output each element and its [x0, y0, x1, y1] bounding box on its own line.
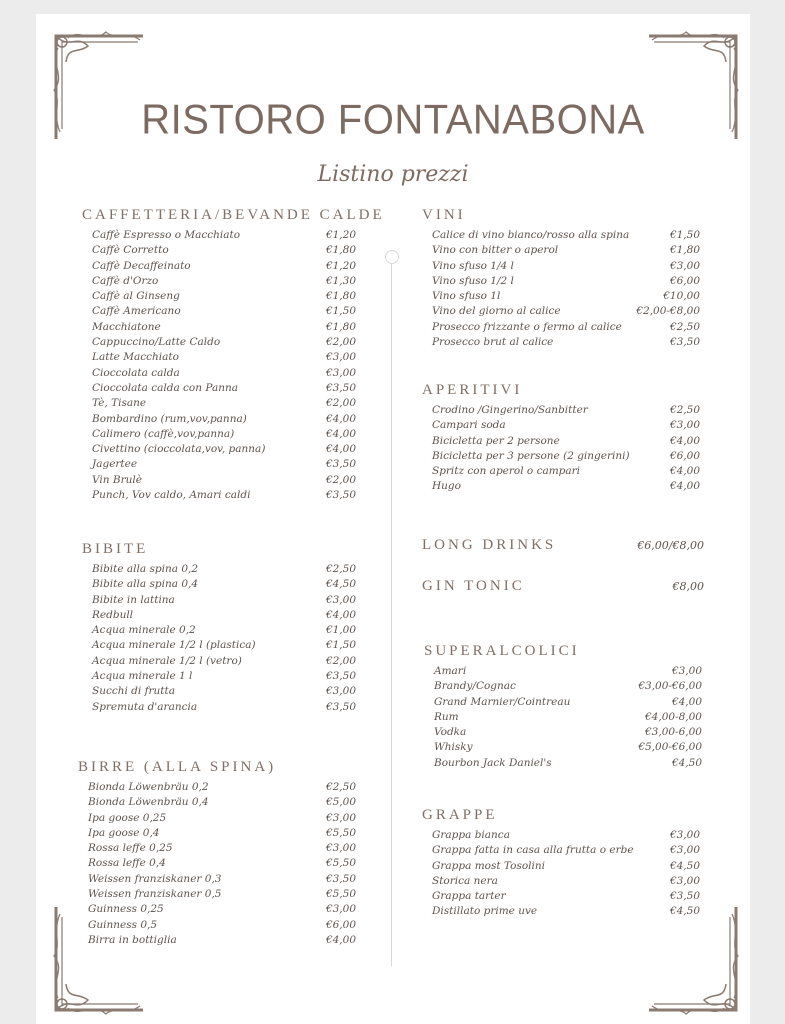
item-name: Calice di vino bianco/rosso alla spina [432, 229, 630, 241]
section-title: CAFFETTERIA/BEVANDE CALDE [82, 207, 385, 223]
item-price: €4,00 [325, 443, 356, 456]
item-name: Acqua minerale 1/2 l (vetro) [92, 654, 242, 667]
item-name: Acqua minerale 0,2 [92, 624, 196, 637]
menu-item [88, 795, 356, 810]
item-name: Grappa most Tosolini [432, 859, 545, 872]
item-price: €1,50 [325, 305, 356, 318]
item-name: Bicicletta per 3 persone (2 gingerini) [432, 449, 630, 462]
item-price: €5,50 [325, 826, 356, 839]
menu-item [88, 872, 356, 887]
item-price: €2,00 [325, 654, 356, 667]
item-price: €1,80 [325, 290, 356, 303]
item-price: €4,00-8,00 [645, 710, 702, 723]
item-name: Macchiatone [92, 320, 161, 333]
item-price: €3,50 [325, 489, 356, 502]
menu-item [88, 780, 356, 795]
menu-item [92, 488, 356, 503]
item-price: €5,50 [325, 857, 356, 870]
item-name: Rossa leffe 0,25 [88, 842, 173, 855]
item-price: €3,00 [325, 903, 356, 916]
column-divider [391, 254, 392, 966]
section-grappe [422, 806, 700, 920]
item-name: Civettino (cioccolata,vov, panna) [92, 443, 266, 456]
menu-item [92, 304, 356, 319]
item-price: €8,00 [672, 580, 704, 593]
item-name: Campari soda [432, 419, 506, 432]
item-list [424, 664, 702, 771]
menu-item [92, 320, 356, 335]
menu-item [88, 841, 356, 856]
item-name: Spremuta d'arancia [92, 700, 198, 713]
section-aperitivi [422, 381, 700, 495]
item-name: Bibite alla spina 0,4 [92, 578, 199, 591]
item-name: Caffè d'Orzo [92, 274, 159, 287]
item-name: Spritz con aperol o campari [432, 465, 581, 478]
menu-item [88, 887, 356, 902]
menu-sheet [36, 14, 750, 1024]
item-price: €4,00 [325, 608, 356, 621]
menu-item [88, 918, 356, 933]
item-name: Caffè Americano [92, 305, 181, 318]
item-price: €3,00 [669, 419, 700, 432]
section-title: GRAPPE [422, 807, 498, 823]
item-name: Rossa leffe 0,4 [88, 857, 166, 870]
section-title: APERITIVI [422, 382, 523, 398]
menu-item [92, 577, 356, 592]
menu-item [432, 259, 700, 274]
item-price: €4,50 [669, 905, 700, 918]
item-price: €3,50 [325, 458, 356, 471]
menu-item [92, 442, 356, 457]
item-price: €3,50 [325, 700, 356, 713]
item-price: €1,50 [669, 229, 700, 241]
item-name: Redbull [92, 608, 134, 621]
menu-item [432, 828, 700, 843]
item-name: Distillato prime uve [432, 905, 538, 918]
item-list [78, 780, 356, 948]
item-list [422, 828, 700, 920]
item-price: €5,50 [325, 888, 356, 901]
section-title: BIBITE [82, 541, 149, 557]
item-price: €4,50 [669, 859, 700, 872]
item-price: €10,00 [663, 290, 700, 303]
item-name: Bionda Löwenbräu 0,4 [88, 796, 209, 809]
item-price: €6,00/€8,00 [637, 539, 704, 552]
section-title: VINI [422, 207, 466, 223]
menu-item [434, 725, 702, 740]
item-price: €1,80 [325, 320, 356, 333]
section-gin-tonic [422, 577, 704, 595]
section-title: BIRRE (ALLA SPINA) [78, 759, 277, 775]
menu-item [88, 811, 356, 826]
menu-item [432, 889, 700, 904]
menu-item [432, 449, 700, 464]
menu-item [432, 904, 700, 919]
item-price: €3,50 [325, 872, 356, 885]
item-name: Vino sfuso 1l [432, 290, 501, 303]
item-name: Calimero (caffè,vov,panna) [92, 427, 235, 440]
item-name: Bibite alla spina 0,2 [92, 563, 199, 575]
item-name: Vino del giorno al calice [432, 305, 561, 318]
item-price: €4,00 [325, 427, 356, 440]
item-price: €4,00 [325, 412, 356, 425]
item-price: €4,00 [669, 465, 700, 478]
item-price: €4,00 [671, 695, 702, 708]
item-name: Vino sfuso 1/4 l [432, 259, 514, 272]
item-price: €6,00 [669, 449, 700, 462]
item-name: Ipa goose 0,25 [88, 811, 167, 824]
menu-item [88, 856, 356, 871]
item-price: €2,50 [669, 404, 700, 416]
menu-item [92, 412, 356, 427]
menu-item [432, 403, 700, 418]
menu-item [432, 479, 700, 494]
menu-item [92, 381, 356, 396]
item-name: Bibite in lattina [92, 593, 175, 606]
menu-item [432, 243, 700, 258]
item-name: Acqua minerale 1 l [92, 670, 193, 683]
menu-item [92, 473, 356, 488]
menu-item [92, 274, 356, 289]
item-name: Tè, Tisane [92, 397, 147, 410]
item-price: €6,00 [325, 918, 356, 931]
menu-item [88, 826, 356, 841]
menu-item [92, 608, 356, 623]
menu-item [432, 304, 700, 319]
item-name: Birra in bottiglia [88, 933, 177, 946]
menu-item [432, 434, 700, 449]
menu-item [92, 228, 356, 243]
menu-item [92, 366, 356, 381]
item-price: €3,50 [669, 336, 700, 349]
section-long-drinks [422, 536, 704, 554]
item-name: Caffè al Ginseng [92, 290, 180, 303]
item-price: €4,00 [325, 933, 356, 946]
item-name: Punch, Vov caldo, Amari caldi [92, 489, 251, 502]
menu-item [92, 259, 356, 274]
item-name: Guinness 0,5 [88, 918, 158, 931]
item-price: €5,00 [325, 796, 356, 809]
item-price: €3,00 [671, 665, 702, 677]
item-name: Prosecco frizzante o fermo al calice [432, 320, 622, 333]
section-title: LONG DRINKS [422, 537, 557, 553]
menu-item [434, 664, 702, 679]
item-list [422, 403, 700, 495]
menu-item [92, 669, 356, 684]
item-list [82, 228, 356, 503]
item-price: €3,00-6,00 [645, 726, 702, 739]
item-name: Vino con bitter o aperol [432, 244, 559, 257]
item-price: €3,00-€6,00 [638, 680, 702, 693]
item-price: €2,00 [325, 336, 356, 349]
item-name: Whisky [434, 741, 473, 754]
item-name: Caffè Espresso o Macchiato [92, 229, 241, 241]
menu-item [92, 289, 356, 304]
item-name: Grappa fatta in casa alla frutta o erbe [432, 844, 634, 857]
item-price: €3,00 [325, 593, 356, 606]
menu-item [92, 350, 356, 365]
menu-item [432, 418, 700, 433]
item-price: €3,00 [325, 811, 356, 824]
menu-item [92, 623, 356, 638]
item-name: Bionda Löwenbräu 0,2 [88, 781, 209, 793]
menu-item [434, 710, 702, 725]
item-name: Caffè Corretto [92, 244, 169, 257]
item-name: Vodka [434, 726, 467, 739]
item-price: €5,00-€6,00 [638, 741, 702, 754]
menu-item [92, 638, 356, 653]
section-bibite [82, 540, 356, 715]
item-price: €1,50 [325, 639, 356, 652]
item-name: Jagertee [92, 458, 138, 471]
menu-item [92, 335, 356, 350]
section-caffetteria [82, 206, 385, 503]
item-name: Prosecco brut al calice [432, 336, 554, 349]
item-name: Storica nera [432, 874, 498, 887]
menu-item [92, 457, 356, 472]
section-birre [78, 758, 356, 948]
item-price: €1,30 [325, 274, 356, 287]
item-price: €2,00 [325, 397, 356, 410]
item-list [82, 562, 356, 715]
item-name: Cioccolata calda [92, 366, 180, 379]
item-price: €3,00 [669, 844, 700, 857]
item-name: Guinness 0,25 [88, 903, 164, 916]
item-price: €2,50 [669, 320, 700, 333]
section-title: SUPERALCOLICI [424, 643, 580, 659]
item-name: Caffè Decaffeinato [92, 259, 191, 272]
item-name: Grappa tarter [432, 890, 506, 903]
item-price: €2,50 [325, 781, 356, 793]
section-title: GIN TONIC [422, 578, 525, 594]
item-name: Latte Macchiato [92, 351, 179, 364]
item-list [422, 228, 700, 350]
menu-item [88, 933, 356, 948]
item-price: €3,50 [669, 890, 700, 903]
menu-item [432, 335, 700, 350]
section-superalcolici [424, 642, 702, 771]
item-name: Ipa goose 0,4 [88, 826, 160, 839]
item-price: €3,00 [325, 842, 356, 855]
item-price: €3,00 [325, 366, 356, 379]
item-name: Grappa bianca [432, 829, 510, 841]
menu-item [432, 320, 700, 335]
item-name: Brandy/Cognac [434, 680, 516, 693]
menu-item [92, 396, 356, 411]
menu-item [92, 700, 356, 715]
item-price: €1,00 [325, 624, 356, 637]
item-name: Cappuccino/Latte Caldo [92, 336, 221, 349]
item-name: Cioccolata calda con Panna [92, 381, 238, 394]
menu-item [92, 427, 356, 442]
menu-item [432, 274, 700, 289]
item-price: €2,00-€8,00 [636, 305, 700, 318]
item-name: Grand Marnier/Cointreau [434, 695, 571, 708]
menu-item [92, 562, 356, 577]
item-name: Bombardino (rum,vov,panna) [92, 412, 247, 425]
item-name: Bourbon Jack Daniel's [434, 756, 552, 769]
menu-item [434, 756, 702, 771]
section-vini [422, 206, 700, 350]
item-price: €1,20 [325, 229, 356, 241]
item-name: Weissen franziskaner 0,5 [88, 888, 222, 901]
menu-item [88, 902, 356, 917]
item-price: €4,00 [669, 480, 700, 493]
menu-item [434, 679, 702, 694]
item-price: €3,00 [325, 685, 356, 698]
item-price: €1,20 [325, 259, 356, 272]
menu-item [432, 289, 700, 304]
item-price: €4,00 [669, 434, 700, 447]
item-price: €2,50 [325, 563, 356, 575]
item-price: €1,80 [325, 244, 356, 257]
restaurant-title: RISTORO FONTANABONA [141, 96, 645, 144]
menu-item [432, 859, 700, 874]
menu-item [432, 228, 700, 243]
divider-ornament [385, 250, 399, 264]
item-name: Vin Brulè [92, 473, 142, 486]
item-name: Bicicletta per 2 persone [432, 434, 560, 447]
item-price: €4,50 [325, 578, 356, 591]
menu-item [432, 843, 700, 858]
item-name: Amari [434, 665, 467, 677]
menu-item [92, 593, 356, 608]
item-price: €1,80 [669, 244, 700, 257]
item-price: €3,00 [669, 874, 700, 887]
item-name: Vino sfuso 1/2 l [432, 274, 514, 287]
price-list-subtitle: Listino prezzi [317, 162, 469, 187]
menu-item [434, 695, 702, 710]
item-name: Weissen franziskaner 0,3 [88, 872, 222, 885]
ornament-corner-bottom-right [644, 902, 744, 1022]
item-name: Succhi di frutta [92, 685, 175, 698]
menu-item [92, 654, 356, 669]
item-price: €3,50 [325, 381, 356, 394]
menu-item [432, 874, 700, 889]
item-price: €6,00 [669, 274, 700, 287]
item-name: Crodino /Gingerino/Sanbitter [432, 404, 588, 416]
item-price: €3,50 [325, 670, 356, 683]
item-price: €3,00 [669, 829, 700, 841]
item-price: €2,00 [325, 473, 356, 486]
item-name: Rum [434, 710, 459, 723]
item-name: Hugo [432, 480, 461, 493]
menu-item [434, 740, 702, 755]
item-price: €3,00 [669, 259, 700, 272]
item-price: €3,00 [325, 351, 356, 364]
menu-item [92, 243, 356, 258]
item-name: Acqua minerale 1/2 l (plastica) [92, 639, 256, 652]
menu-item [432, 464, 700, 479]
item-price: €4,50 [671, 756, 702, 769]
menu-item [92, 684, 356, 699]
